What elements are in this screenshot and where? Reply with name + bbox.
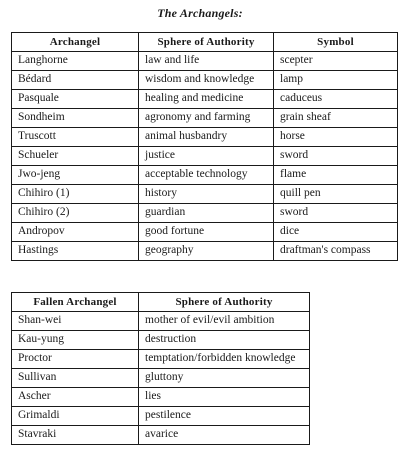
table-cell: scepter [274,52,398,71]
archangels-table [11,32,398,261]
table-cell: Chihiro (2) [12,204,139,223]
table-row [12,128,398,147]
table-cell: Pasquale [12,90,139,109]
table-cell: justice [139,147,274,166]
table-cell: Bédard [12,71,139,90]
header-fallen-archangel: Fallen Archangel [12,293,139,312]
table-cell: good fortune [139,223,274,242]
table-cell: Truscott [12,128,139,147]
table-cell: geography [139,242,274,261]
table-header-row [12,293,310,312]
table-header-row [12,33,398,52]
header-sphere: Sphere of Authority [139,293,310,312]
table-cell: Proctor [12,350,139,369]
table-cell: destruction [139,331,310,350]
table-row [12,369,310,388]
table-row [12,71,398,90]
table-row [12,185,398,204]
header-symbol: Symbol [274,33,398,52]
table-row [12,90,398,109]
table-cell: draftman's compass [274,242,398,261]
table-cell: grain sheaf [274,109,398,128]
table-row [12,52,398,71]
table-row [12,426,310,445]
table-cell: Schueler [12,147,139,166]
table-row [12,204,398,223]
table-cell: Kau-yung [12,331,139,350]
table-row [12,223,398,242]
table-row [12,388,310,407]
table-row [12,166,398,185]
table-row [12,331,310,350]
table-row [12,312,310,331]
table-cell: Grimaldi [12,407,139,426]
table-cell: guardian [139,204,274,223]
header-sphere: Sphere of Authority [139,33,274,52]
table-row [12,242,398,261]
table-cell: acceptable technology [139,166,274,185]
table-cell: agronomy and farming [139,109,274,128]
table-cell: healing and medicine [139,90,274,109]
table-row [12,109,398,128]
table-cell: lies [139,388,310,407]
table-cell: history [139,185,274,204]
table-cell: Jwo-jeng [12,166,139,185]
table-cell: wisdom and knowledge [139,71,274,90]
table-cell: avarice [139,426,310,445]
fallen-archangels-table [11,292,310,445]
table-cell: sword [274,147,398,166]
table-cell: Ascher [12,388,139,407]
table-cell: pestilence [139,407,310,426]
table-cell: quill pen [274,185,398,204]
page-title: The Archangels: [157,6,243,20]
table-cell: caduceus [274,90,398,109]
table-cell: Stavraki [12,426,139,445]
table-cell: Shan-wei [12,312,139,331]
table-cell: flame [274,166,398,185]
table-cell: lamp [274,71,398,90]
table-cell: dice [274,223,398,242]
table-row [12,147,398,166]
table-cell: Andropov [12,223,139,242]
table-cell: temptation/forbidden knowledge [139,350,310,369]
table-cell: Chihiro (1) [12,185,139,204]
table-cell: Langhorne [12,52,139,71]
table-cell: law and life [139,52,274,71]
table-cell: horse [274,128,398,147]
table-cell: gluttony [139,369,310,388]
table-cell: animal husbandry [139,128,274,147]
table-row [12,350,310,369]
table-row [12,407,310,426]
table-cell: Sullivan [12,369,139,388]
table-cell: mother of evil/evil ambition [139,312,310,331]
header-archangel: Archangel [12,33,139,52]
table-cell: Sondheim [12,109,139,128]
table-cell: Hastings [12,242,139,261]
table-cell: sword [274,204,398,223]
